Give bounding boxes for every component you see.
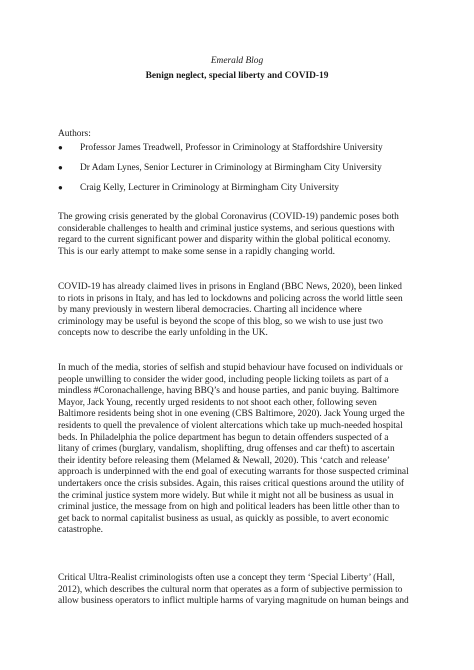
- paragraph-media: [58, 363, 420, 537]
- text-line: criminology may be useful is beyond the scope of this blog, so we wish to use just two: [58, 316, 383, 327]
- author-text: Professor James Treadwell, Professor in Criminology at Staffordshire University: [80, 143, 383, 153]
- text-line: This is our early attempt to make some sense in a rapidly changing world.: [58, 246, 336, 257]
- text-line: to riots in prisons in Italy, and has led to lockdowns and policing across the world little seen: [58, 293, 403, 304]
- text-line: residents to quell the prevalence of violent altercations which take up much-needed hospital: [58, 420, 403, 431]
- authors-list: [58, 142, 383, 202]
- text-line: In much of the media, stories of selfish and stupid behaviour have focused on individuals or: [58, 363, 403, 373]
- authors-label: Authors:: [58, 129, 91, 139]
- text-line: catastrophe.: [58, 525, 104, 536]
- text-line: their identity before releasing them (Melamed & Newall, 2020). This ‘catch and release’: [58, 455, 390, 466]
- text-line: 2012), which describes the cultural norm that operates as a form of subjective permission to: [58, 584, 403, 595]
- author-item: [58, 182, 383, 202]
- text-line: allow business operators to inflict multiple harms of varying magnitude on human beings and: [58, 596, 409, 607]
- text-line: undertakers once the crisis subsides. Again, this raises critical questions around the utility of: [58, 478, 405, 489]
- text-line: concepts now to describe the early unfolding in the UK.: [58, 328, 268, 339]
- text-line: The growing crisis generated by the global Coronavirus (COVID-19) pandemic poses both: [58, 212, 399, 222]
- text-line: litany of crimes (burglary, vandalism, shoplifting, drug offenses and car theft) to ascertain: [58, 444, 395, 455]
- bullet-icon: ●: [58, 183, 63, 192]
- text-line: considerable challenges to health and criminal justice systems, and serious questions with: [58, 223, 395, 234]
- article-title: Benign neglect, special liberty and COVID-19: [145, 71, 329, 81]
- blog-label: Emerald Blog: [210, 56, 264, 66]
- author-item: [58, 142, 383, 162]
- text-line: criminal justice, the message from on high and political leaders has been little other than to: [58, 502, 400, 513]
- text-line: approach is underpinned with the end goal of executing warrants for those suspected criminal: [58, 467, 409, 478]
- text-line: get back to normal capitalist business as usual, as quickly as possible, to avert economic: [58, 513, 389, 524]
- bullet-icon: ●: [58, 143, 63, 152]
- author-item: [58, 162, 383, 182]
- paragraph-special-liberty: [58, 573, 420, 608]
- paragraph-intro: [58, 212, 420, 258]
- author-text: Dr Adam Lynes, Senior Lecturer in Criminology at Birmingham City University: [80, 163, 382, 173]
- paragraph-prisons: [58, 282, 420, 340]
- text-line: Critical Ultra-Realist criminologists often use a concept they term ‘Special Liberty’ (Hall,: [58, 573, 395, 583]
- text-line: the criminal justice system more widely. But while it might not all be business as usual in: [58, 490, 394, 501]
- text-line: COVID-19 has already claimed lives in prisons in England (BBC News, 2020), been linked: [58, 282, 402, 292]
- text-line: by many previously in western liberal democracies. Charting all incidence where: [58, 305, 362, 316]
- text-line: beds. In Philadelphia the police department has begun to detain offenders suspected of a: [58, 432, 389, 443]
- bullet-icon: ●: [58, 163, 63, 172]
- text-line: mindless #Coronachallenge, having BBQ’s and house parties, and panic buying. Baltimore: [58, 386, 399, 397]
- text-line: regard to the current significant power and disparity within the global political economy.: [58, 235, 391, 246]
- author-text: Craig Kelly, Lecturer in Criminology at Birmingham City University: [80, 183, 339, 193]
- text-line: Mayor, Jack Young, recently urged residents to not shoot each other, following seven: [58, 397, 377, 408]
- text-line: people unwilling to consider the wider good, including people licking toilets as part of a: [58, 374, 389, 385]
- text-line: Baltimore residents being shot in one evening (CBS Baltimore, 2020). Jack Young urged the: [58, 409, 405, 420]
